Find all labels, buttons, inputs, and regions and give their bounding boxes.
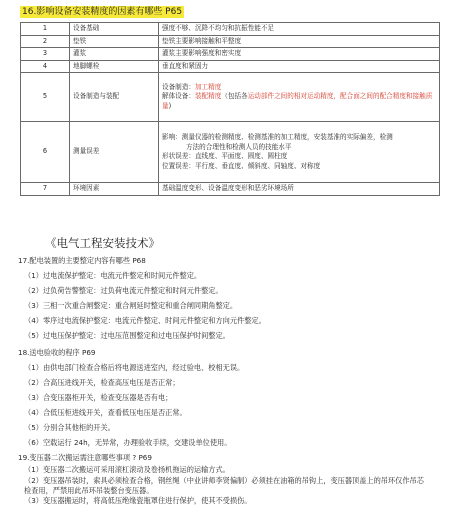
table-row [21, 122, 440, 183]
factor-name: 环境因素 [70, 183, 159, 196]
list-item: （6）空载运行 24h，无异常，办理验收手续，交建设单位使用。 [24, 438, 232, 447]
factor-content: 灌浆主要影响强度和密实度 [159, 48, 440, 61]
content-line: 方法的合理性和检测人员的技能水平 [186, 142, 292, 151]
row-number: 3 [21, 48, 70, 61]
factor-content: 垂直度和紧固力 [159, 60, 440, 73]
highlight-text: 运动部件之间的相对运动精度，配合面之间的配合精度和接触质量 [162, 92, 433, 110]
list-item: （1）由供电部门检查合格后将电源送进室内，经过验电、校相无误。 [24, 363, 245, 372]
factor-content: 基础温度变形、设备温度变形和恶劣环境场所 [159, 183, 440, 196]
question-17-title: 17.配电装置的主要整定内容有哪些 P68 [18, 256, 146, 265]
accuracy-factors-table [20, 22, 440, 196]
factor-name: 设备基础 [70, 23, 159, 36]
highlight-text: 加工精度 [194, 82, 222, 91]
section-title: 《电气工程安装技术》 [45, 236, 160, 250]
question-19-title: 19.变压器二次搬运需注意哪些事项 ? P69 [18, 453, 152, 462]
table-row [21, 23, 440, 36]
list-item: （2）合高压进线开关，检查高压电压是否正常； [24, 378, 180, 387]
factor-name: 测量误差 [70, 122, 159, 183]
row-number: 2 [21, 35, 70, 48]
factor-content: 强度不够、沉降不均匀和抗振性能不足 [159, 23, 440, 36]
factor-content [159, 73, 440, 122]
content-line: 解体设备：装配精度（包括各运动部件之间的相对运动精度，配合面之间的配合精度和接触质量) [162, 92, 433, 110]
row-number: 5 [21, 73, 70, 122]
row-number: 6 [21, 122, 70, 183]
factor-name: 垫铁 [70, 35, 159, 48]
factor-content [159, 122, 440, 183]
list-item: （3）三相一次重合闸整定：重合闸延时整定和重合闸同期角整定。 [24, 301, 238, 310]
factor-name: 灌浆 [70, 48, 159, 61]
list-item: （2）变压器吊装时，索具必须检查合格，钢丝绳（中业讲师李贤偏制）必须挂在油箱的吊钩上，变压器顶盖上的吊环仅作吊芯检查用，严禁用此吊环吊装整台变压器。 [24, 476, 424, 495]
table-row [21, 183, 440, 196]
list-item: （2）过负荷告警整定：过负荷电流元件整定和时间元件整定。 [24, 286, 223, 295]
table-row [21, 73, 440, 122]
highlight-text: 装配精度 [194, 92, 222, 101]
list-item: （3）合变压器柜开关，检查变压器是否有电； [24, 393, 173, 402]
content-line: 形状误差：直线度、平面度、圆度、圆柱度 [162, 152, 288, 160]
content-line: 设备制造：加工精度 [162, 82, 222, 91]
content-line: 位置误差：平行度、垂直度、倾斜度、同轴度、对称度 [162, 161, 321, 170]
list-item: （4）合低压柜进线开关，查看低压电压是否正常。 [24, 408, 187, 417]
list-item: （3）变压器搬运时，将高低压绝缘瓷瓶罩住进行保护，使其不受损伤。 [24, 496, 252, 505]
list-item: （1）变压器二次搬运可采用滚杠滚动及卷扬机拖运的运输方式。 [24, 465, 230, 474]
table-row [21, 48, 440, 61]
row-number: 1 [21, 23, 70, 36]
row-number: 4 [21, 60, 70, 73]
list-item: （1）过电流保护整定：电流元件整定和时间元件整定。 [24, 271, 202, 280]
factor-name: 设备制造与装配 [70, 73, 159, 122]
table-row [21, 35, 440, 48]
question-16-heading: 16.影响设备安装精度的因素有哪些 P65 [22, 7, 183, 17]
table-row [21, 60, 440, 73]
list-item: （4）零序过电流保护整定：电流元件整定、时间元件整定和方向元件整定。 [24, 316, 266, 325]
factor-name: 地脚螺栓 [70, 60, 159, 73]
content-line: 影响：测量仪器的检测精度、检测基准的加工精度，安装基准的实际偏差，检测 [162, 133, 393, 141]
list-item: （5）分别合其他柜的开关。 [24, 423, 115, 432]
factor-content: 垫铁主要影响接触和平整度 [159, 35, 440, 48]
list-item: （5）过电压保护整定：过电压范围整定和过电压保护时间整定。 [24, 331, 230, 340]
question-18-title: 18.送电验收的程序 P69 [18, 348, 96, 357]
row-number: 7 [21, 183, 70, 196]
